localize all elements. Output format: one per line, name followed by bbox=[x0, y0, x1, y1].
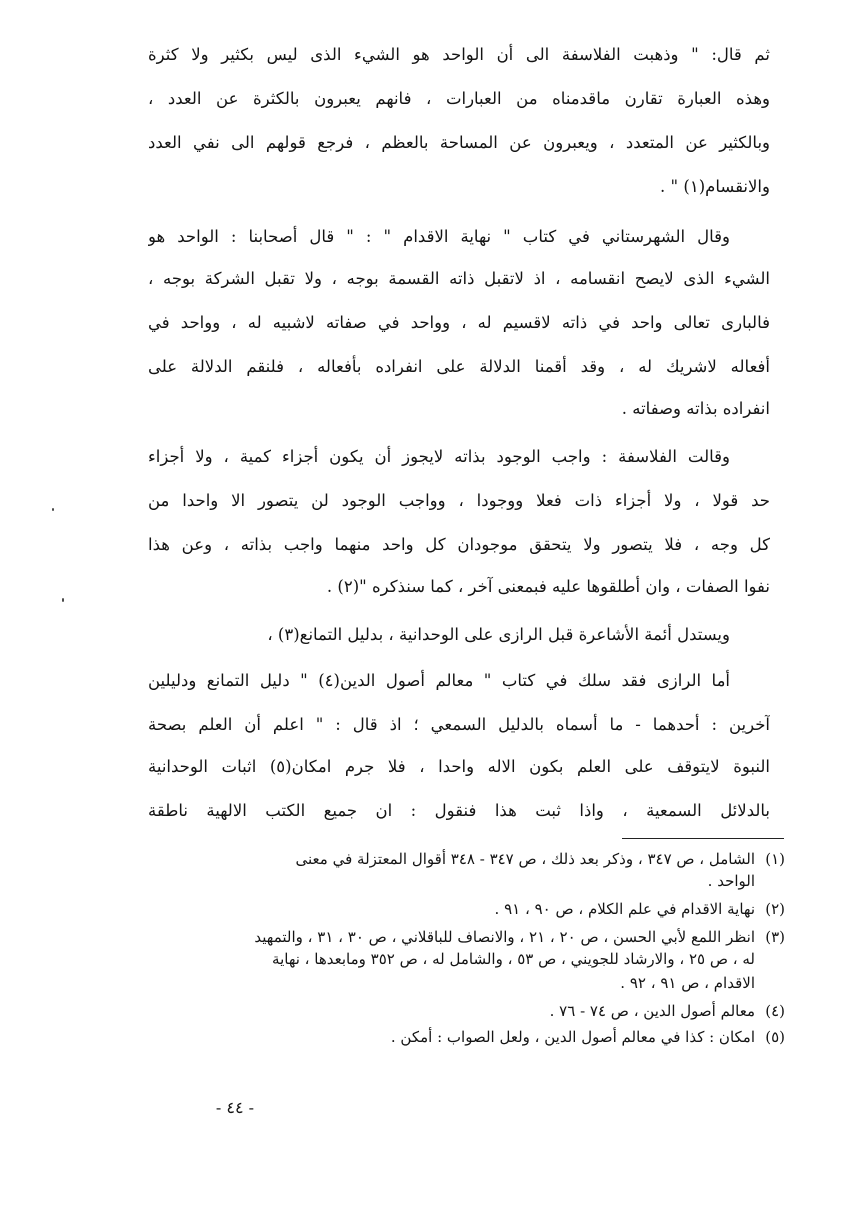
page-number: - ٤٤ - bbox=[215, 1098, 255, 1117]
footnote-text: الشامل ، ص ٣٤٧ ، وذكر بعد ذلك ، ص ٣٤٧ - ٣٤٨ أقوال المعتزلة في معنى bbox=[295, 850, 755, 868]
scan-speck bbox=[62, 598, 64, 602]
footnote-number: (٤) bbox=[765, 1002, 785, 1020]
text-line: والانقسام(١) " . bbox=[660, 177, 770, 196]
footnote-line bbox=[150, 1000, 785, 1022]
footnote-line: الاقدام ، ص ٩١ ، ٩٢ . bbox=[620, 974, 755, 992]
footnote-separator bbox=[622, 838, 784, 839]
footnote-text: نهاية الاقدام في علم الكلام ، ص ٩٠ ، ٩١ . bbox=[494, 900, 755, 918]
footnote-number: (١) bbox=[765, 850, 785, 868]
text-line: الشيء الذى لايصح انقسامه ، اذ لاتقبل ذاته القسمة بوجه ، ولا تقبل الشركة بوجه ، bbox=[148, 269, 770, 288]
footnote-line bbox=[150, 1026, 785, 1048]
footnote-text: معالم أصول الدين ، ص ٧٤ - ٧٦ . bbox=[549, 1002, 755, 1020]
text-line: آخرين : أحدهما - ما أسماه بالدليل السمعي ؛ اذ قال : " اعلم أن العلم بصحة bbox=[148, 715, 770, 734]
text-line: انفراده بذاته وصفاته . bbox=[621, 399, 770, 418]
text-line: بالدلائل السمعية ، واذا ثبت هذا فنقول : ان جميع الكتب الالهية ناطقة bbox=[148, 801, 770, 820]
text-line: وبالكثير عن المتعدد ، ويعبرون عن المساحة بالعظم ، فرجع قولهم الى نفي العدد bbox=[148, 133, 770, 152]
text-line: حد قولا ، ولا أجزاء ذات فعلا ووجودا ، وواجب الوجود لن يتصور الا واحدا من bbox=[148, 491, 770, 510]
footnote-line bbox=[150, 848, 785, 870]
footnote-line: له ، ص ٢٥ ، والارشاد للجويني ، ص ٥٣ ، والشامل له ، ص ٣٥٢ ومابعدها ، نهاية bbox=[272, 950, 755, 968]
text-line: كل وجه ، فلا يتصور ولا يتحقق موجودان كل واحد منهما واجب بذاته ، وعن هذا bbox=[148, 535, 770, 554]
text-line: ثم قال: " وذهبت الفلاسفة الى أن الواحد هو الشيء الذى ليس بكثير ولا كثرة bbox=[148, 45, 770, 64]
footnote-line bbox=[150, 926, 785, 948]
text-line: نفوا الصفات ، وان أطلقوها عليه فبمعنى آخر ، كما سنذكره "(٢) . bbox=[326, 577, 770, 596]
footnote-line: الواحد . bbox=[707, 872, 755, 890]
text-line: أما الرازى فقد سلك في كتاب " معالم أصول الدين(٤) " دليل التمانع ودليلين bbox=[148, 671, 730, 690]
footnote-number: (٢) bbox=[765, 900, 785, 918]
text-line: أفعاله لاشريك له ، وقد أقمنا الدلالة على انفراده بأفعاله ، فلنقم الدلالة على bbox=[148, 357, 770, 376]
text-line: فالبارى تعالى واحد في ذاته لاقسيم له ، وواحد في صفاته لاشبيه له ، وواحد في bbox=[148, 313, 770, 332]
footnote-line bbox=[150, 898, 785, 920]
scan-speck bbox=[52, 508, 54, 511]
text-line: النبوة لايتوقف على العلم بكون الاله واحدا ، فلا جرم امكان(٥) اثبات الوحدانية bbox=[148, 757, 770, 776]
footnote-text: امكان : كذا في معالم أصول الدين ، ولعل الصواب : أمكن . bbox=[390, 1028, 755, 1046]
footnote-text: انظر اللمع لأبي الحسن ، ص ٢٠ ، ٢١ ، والانصاف للباقلاني ، ص ٣٠ ، ٣١ ، والتمهيد bbox=[254, 928, 755, 946]
footnote-number: (٥) bbox=[765, 1028, 785, 1046]
text-line: وقالت الفلاسفة : واجب الوجود بذاته لايجوز أن يكون أجزاء كمية ، ولا أجزاء bbox=[148, 447, 730, 466]
text-line: ويستدل أئمة الأشاعرة قبل الرازى على الوحدانية ، بدليل التمانع(٣) ، bbox=[267, 625, 730, 644]
text-line: وهذه العبارة تقارن ماقدمناه من العبارات ، فانهم يعبرون بالكثرة عن العدد ، bbox=[148, 89, 770, 108]
text-line: وقال الشهرستاني في كتاب " نهاية الاقدام " : " قال أصحابنا : الواحد هو bbox=[148, 227, 730, 246]
footnote-number: (٣) bbox=[765, 928, 785, 946]
